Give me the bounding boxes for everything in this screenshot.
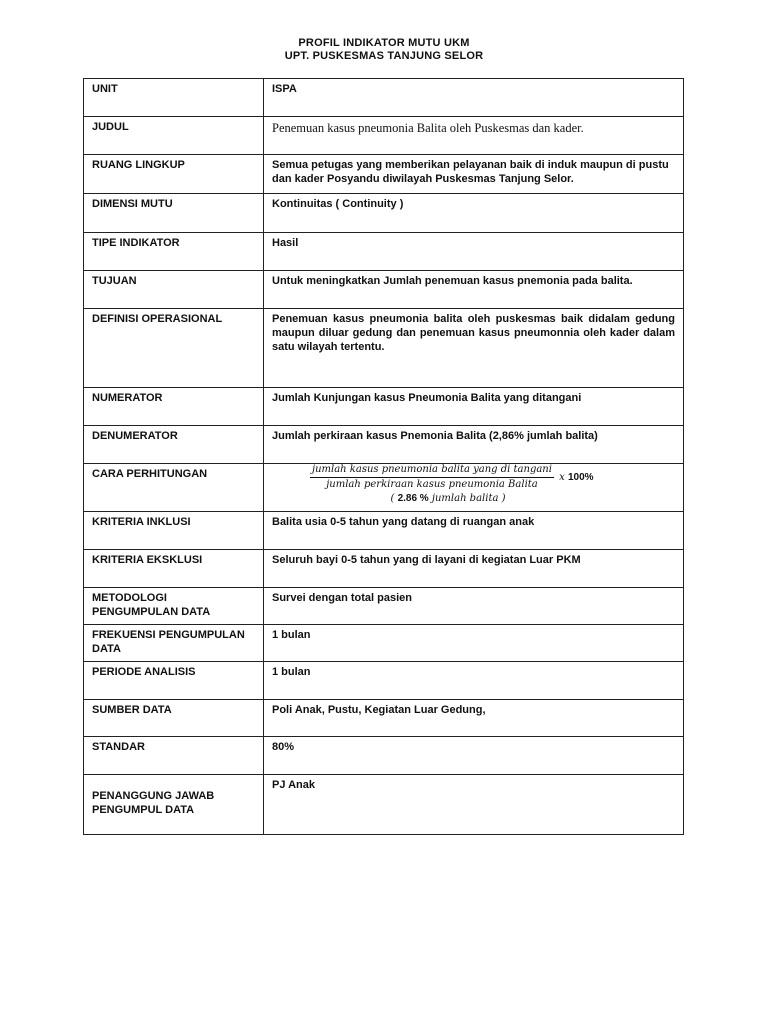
table-row-ruang-lingkup	[84, 155, 684, 194]
table-row-standar	[84, 737, 684, 775]
label-penanggung-jawab: PENANGGUNG JAWAB PENGUMPUL DATA	[84, 775, 264, 835]
table-row-tipe-indikator	[84, 233, 684, 271]
value-dimensi-mutu: Kontinuitas ( Continuity )	[264, 194, 684, 233]
formula-note-percent: 2.86 %	[397, 493, 429, 504]
label-denumerator: DENUMERATOR	[84, 426, 264, 464]
value-periode: 1 bulan	[264, 662, 684, 700]
value-standar: 80%	[264, 737, 684, 775]
formula-percent: 100%	[567, 471, 594, 483]
formula-times: x	[559, 471, 565, 483]
table-row-dimensi-mutu	[84, 194, 684, 233]
label-tujuan: TUJUAN	[84, 271, 264, 309]
value-unit: ISPA	[264, 79, 684, 117]
table-row-sumber	[84, 700, 684, 737]
table-row-frekuensi	[84, 625, 684, 662]
formula-numerator: jumlah kasus pneumonia balita yang di tangani	[310, 464, 554, 478]
label-ruang-lingkup: RUANG LINGKUP	[84, 155, 264, 194]
label-frekuensi: FREKUENSI PENGUMPULAN DATA	[84, 625, 264, 662]
value-tipe-indikator: Hasil	[264, 233, 684, 271]
table-row-definisi-operasional	[84, 309, 684, 388]
formula-denominator: jumlah perkiraan kasus pneumonia Balita	[326, 479, 538, 490]
table-row-metodologi	[84, 588, 684, 625]
formula-note	[310, 492, 586, 506]
table-row-numerator	[84, 388, 684, 426]
formula	[272, 464, 675, 506]
label-periode: PERIODE ANALISIS	[84, 662, 264, 700]
label-dimensi-mutu: DIMENSI MUTU	[84, 194, 264, 233]
label-kriteria-inklusi: KRITERIA INKLUSI	[84, 512, 264, 550]
value-frekuensi: 1 bulan	[264, 625, 684, 662]
label-numerator: NUMERATOR	[84, 388, 264, 426]
table-row-judul	[84, 117, 684, 155]
label-tipe-indikator: TIPE INDIKATOR	[84, 233, 264, 271]
value-cara-perhitungan	[264, 464, 684, 512]
value-numerator: Jumlah Kunjungan kasus Pneumonia Balita yang ditangani	[264, 388, 684, 426]
label-definisi-operasional: DEFINISI OPERASIONAL	[84, 309, 264, 388]
label-kriteria-eksklusi: KRITERIA EKSKLUSI	[84, 550, 264, 588]
table-row-kriteria-inklusi	[84, 512, 684, 550]
formula-fraction	[310, 464, 554, 491]
value-sumber: Poli Anak, Pustu, Kegiatan Luar Gedung,	[264, 700, 684, 737]
indicator-profile-table	[83, 78, 684, 835]
value-metodologi: Survei dengan total pasien	[264, 588, 684, 625]
label-sumber: SUMBER DATA	[84, 700, 264, 737]
label-judul: JUDUL	[84, 117, 264, 155]
label-cara-perhitungan: CARA PERHITUNGAN	[84, 464, 264, 512]
table-row-kriteria-eksklusi	[84, 550, 684, 588]
value-denumerator: Jumlah perkiraan kasus Pnemonia Balita (2,86% jumlah balita)	[264, 426, 684, 464]
formula-multiplier	[559, 471, 593, 485]
table-row-penanggung-jawab	[84, 775, 684, 835]
label-metodologi: METODOLOGI PENGUMPULAN DATA	[84, 588, 264, 625]
value-judul: Penemuan kasus pneumonia Balita oleh Puskesmas dan kader.	[264, 117, 684, 155]
document-title: PROFIL INDIKATOR MUTU UKM	[298, 37, 470, 49]
formula-note-open: (	[390, 493, 398, 504]
value-tujuan: Untuk meningkatkan Jumlah penemuan kasus pnemonia pada balita.	[264, 271, 684, 309]
table-row-periode	[84, 662, 684, 700]
value-penanggung-jawab: PJ Anak	[264, 775, 684, 835]
formula-note-text: jumlah balita )	[428, 493, 506, 504]
value-ruang-lingkup: Semua petugas yang memberikan pelayanan baik di induk maupun di pustu dan kader Posyandu diwilayah Puskesmas Tanjung Selor.	[264, 155, 684, 194]
label-standar: STANDAR	[84, 737, 264, 775]
label-unit: UNIT	[84, 79, 264, 117]
table-row-cara-perhitungan	[84, 464, 684, 512]
table-row-denumerator	[84, 426, 684, 464]
document-subtitle: UPT. PUSKESMAS TANJUNG SELOR	[284, 50, 484, 62]
value-definisi-operasional: Penemuan kasus pneumonia balita oleh puskesmas baik didalam gedung maupun diluar gedung dan penemuan kasus pneumonnia oleh kader dalam satu wilayah tertentu.	[264, 309, 684, 388]
value-kriteria-eksklusi: Seluruh bayi 0-5 tahun yang di layani di kegiatan Luar PKM	[264, 550, 684, 588]
table-row-unit	[84, 79, 684, 117]
table-row-tujuan	[84, 271, 684, 309]
value-kriteria-inklusi: Balita usia 0-5 tahun yang datang di ruangan anak	[264, 512, 684, 550]
